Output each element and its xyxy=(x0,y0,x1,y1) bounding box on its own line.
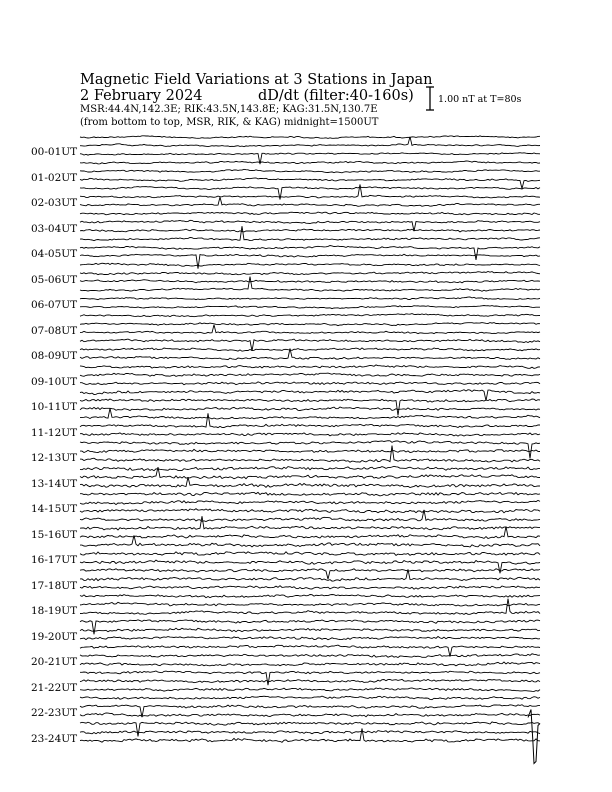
row-label: 07-08UT xyxy=(31,324,78,337)
trace-rik-08-09UT xyxy=(80,348,540,351)
scale-label: 1.00 nT at T=80s xyxy=(438,94,522,105)
trace-kag-00-01UT xyxy=(80,136,540,139)
trace-msr-00-01UT xyxy=(80,153,540,165)
trace-rik-18-19UT xyxy=(80,602,540,606)
trace-msr-09-10UT xyxy=(80,382,540,385)
trace-kag-18-19UT xyxy=(80,595,540,598)
row-label: 11-12UT xyxy=(31,426,78,439)
trace-kag-02-03UT xyxy=(80,187,540,200)
trace-rik-06-07UT xyxy=(80,297,540,300)
trace-msr-17-18UT xyxy=(80,586,540,590)
trace-msr-20-21UT xyxy=(80,662,540,666)
trace-kag-10-11UT xyxy=(80,390,540,401)
trace-rik-11-12UT xyxy=(80,413,540,427)
trace-rik-16-17UT xyxy=(80,552,540,556)
trace-kag-23-24UT xyxy=(80,722,540,737)
trace-msr-19-20UT xyxy=(80,637,540,640)
trace-rik-12-13UT xyxy=(80,449,540,452)
row-label: 09-10UT xyxy=(31,375,78,388)
station-order-note: (from bottom to top, MSR, RIK, & KAG) midnight=1500UT xyxy=(80,117,379,128)
row-label: 22-23UT xyxy=(31,707,78,719)
chart-title: Magnetic Field Variations at 3 Stations in Japan xyxy=(80,72,433,88)
trace-msr-02-03UT xyxy=(80,197,540,206)
row-label: 13-14UT xyxy=(31,477,78,490)
trace-rik-17-18UT xyxy=(80,569,540,581)
row-label: 14-15UT xyxy=(31,503,78,515)
row-label: 02-03UT xyxy=(31,197,78,209)
trace-msr-05-06UT xyxy=(80,280,540,283)
station-coordinates: MSR:44.4N,142.3E; RIK:43.5N,143.8E; KAG:31.5N,130.7E xyxy=(80,104,378,115)
trace-msr-11-12UT xyxy=(80,433,540,436)
trace-kag-19-20UT xyxy=(80,620,540,635)
trace-msr-14-15UT xyxy=(80,509,540,513)
row-label: 17-18UT xyxy=(31,579,78,592)
trace-kag-07-08UT xyxy=(80,314,540,317)
trace-rik-07-08UT xyxy=(80,323,540,326)
row-label: 19-20UT xyxy=(31,630,78,643)
trace-kag-22-23UT xyxy=(80,696,540,700)
row-label: 23-24UT xyxy=(31,732,78,745)
chart-date: 2 February 2024 xyxy=(80,88,203,104)
row-label: 05-06UT xyxy=(31,273,78,286)
trace-kag-04-05UT xyxy=(80,226,540,241)
trace-rik-04-05UT xyxy=(80,246,540,260)
trace-msr-03-04UT xyxy=(80,229,540,232)
row-label: 04-05UT xyxy=(31,248,78,260)
trace-rik-19-20UT xyxy=(80,628,540,632)
trace-rik-23-24UT xyxy=(80,731,540,734)
trace-msr-04-05UT xyxy=(80,254,540,268)
trace-kag-06-07UT xyxy=(80,277,540,292)
scale-bar xyxy=(426,87,434,110)
row-label: 21-22UT xyxy=(31,681,78,694)
trace-msr-06-07UT xyxy=(80,306,540,309)
row-label: 16-17UT xyxy=(31,554,78,566)
trace-end-excursion xyxy=(528,710,540,764)
chart-quantity: dD/dt (filter:40-160s) xyxy=(258,88,414,104)
trace-kag-08-09UT xyxy=(80,339,540,351)
trace-msr-21-22UT xyxy=(80,688,540,692)
trace-msr-18-19UT xyxy=(80,599,540,615)
trace-msr-23-24UT xyxy=(80,728,540,742)
trace-msr-12-13UT xyxy=(80,446,540,463)
trace-kag-20-21UT xyxy=(80,645,540,656)
trace-msr-07-08UT xyxy=(80,325,540,334)
trace-rik-14-15UT xyxy=(80,500,540,504)
trace-msr-22-23UT xyxy=(80,713,540,717)
trace-msr-13-14UT xyxy=(80,477,540,487)
trace-msr-16-17UT xyxy=(80,560,540,573)
trace-rik-21-22UT xyxy=(80,679,540,682)
trace-kag-13-14UT xyxy=(80,466,540,470)
trace-kag-05-06UT xyxy=(80,263,540,266)
trace-rik-05-06UT xyxy=(80,272,540,275)
row-label: 06-07UT xyxy=(31,299,78,311)
trace-kag-03-04UT xyxy=(80,212,540,215)
trace-kag-09-10UT xyxy=(80,365,540,369)
row-label: 15-16UT xyxy=(31,528,78,541)
row-label: 10-11UT xyxy=(31,401,78,413)
row-label: 20-21UT xyxy=(31,656,78,668)
row-label: 03-04UT xyxy=(31,222,78,235)
row-label: 12-13UT xyxy=(31,452,78,464)
row-label: 08-09UT xyxy=(31,350,78,362)
trace-rik-10-11UT xyxy=(80,399,540,416)
trace-kag-01-02UT xyxy=(80,161,540,164)
trace-rik-01-02UT xyxy=(80,169,540,173)
trace-rik-20-21UT xyxy=(80,654,540,658)
trace-kag-14-15UT xyxy=(80,492,540,496)
row-label: 18-19UT xyxy=(31,605,78,617)
row-label: 00-01UT xyxy=(31,146,78,158)
trace-group xyxy=(80,136,540,764)
row-label: 01-02UT xyxy=(31,171,78,184)
trace-msr-10-11UT xyxy=(80,407,540,411)
trace-kag-12-13UT xyxy=(80,441,540,459)
trace-kag-21-22UT xyxy=(80,671,540,685)
trace-rik-09-10UT xyxy=(80,373,540,376)
